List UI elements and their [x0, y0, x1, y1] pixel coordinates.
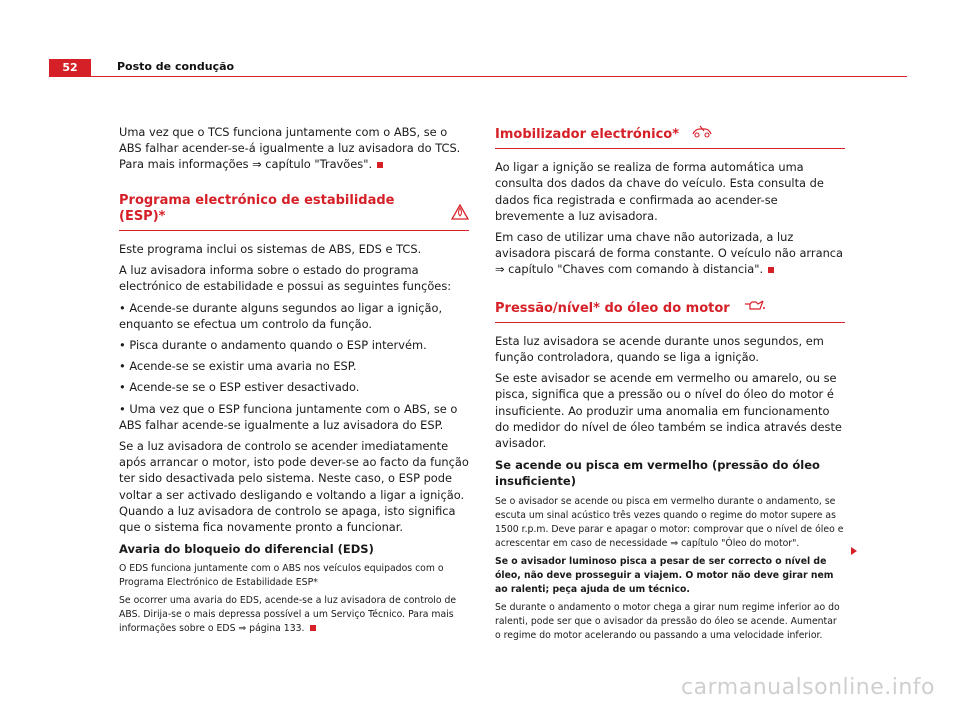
- immobilizer-heading-text: Imobilizador electrónico*: [495, 127, 679, 142]
- oil-subheading: Se acende ou pisca em vermelho (pressão do óleo insuficiente): [495, 458, 820, 489]
- end-marker: [768, 267, 774, 273]
- eds-subheading: Avaria do bloqueio do diferencial (EDS): [119, 542, 374, 557]
- warning-triangle-icon: [451, 204, 469, 225]
- page-number: 52: [49, 59, 91, 76]
- car-key-icon: [691, 124, 713, 143]
- oil-paragraph: Esta luz avisadora se acende durante unos segundos, em função controladora, quando se liga a ignição.: [495, 333, 824, 365]
- page-title: Posto de condução: [117, 60, 235, 73]
- oil-detail-paragraph: Se durante o andamento o motor chega a girar num regime inferior ao do ralenti, pode ser que o avisador da pressão do óleo se acende. Aumentar o regime do motor acelerando ou passando a uma velocidade inferior.: [495, 601, 840, 641]
- oil-detail-paragraph: Se o avisador se acende ou pisca em vermelho durante o andamento, se escuta um sinal acústico três vezes quando o regime do motor supere as 1500 r.p.m. Deve parar e apagar o motor: comprovar que o nível de óleo e acrescentar em caso de necessidade ⇒ capítulo "Óleo do motor".: [495, 495, 844, 549]
- esp-bullet: • Uma vez que o ESP funciona juntamente com o ABS, se o ABS falhar acende-se igualmente a luz avisadora do ESP.: [119, 401, 458, 432]
- tcs-intro-paragraph: Uma vez que o TCS funciona juntamente com o ABS, se o ABS falhar acender-se-á igualmente a luz avisadora do TCS. Para mais informações ⇒ capítulo "Travões".: [119, 125, 461, 172]
- immobilizer-paragraph: Ao ligar a ignição se realiza de forma automática uma consulta dos dados da chave do veículo. Esta consulta de dados fica registrada e confirmada ao acender-se brevemente a luz avisadora.: [495, 160, 824, 223]
- oil-can-icon: [742, 298, 766, 317]
- left-column: [119, 124, 469, 640]
- esp-paragraph: Se a luz avisadora de controlo se acender imediatamente após arrancar o motor, isto pode dever-se ao facto da função ter sido desactivada pelo sistema. Neste caso, o ESP pode voltar a ser activado desligando e voltando a ligar a ignição. Quando a luz avisadora de controlo se apaga, isto significa que o sistema fica novamente pronto a funcionar.: [119, 439, 469, 535]
- esp-bullet: • Pisca durante o andamento quando o ESP intervém.: [119, 338, 427, 353]
- watermark: carmanualsonline.info: [681, 675, 935, 700]
- right-column: [495, 124, 845, 647]
- esp-heading-text: Programa electrónico de estabilidade (ESP)*: [119, 192, 395, 224]
- continue-arrow-icon: [851, 547, 857, 555]
- header-divider: [49, 76, 907, 77]
- oil-heading-text: Pressão/nível* do óleo do motor: [495, 300, 730, 316]
- immobilizer-paragraph: Em caso de utilizar uma chave não autorizada, a luz avisadora piscará de forma constante. O veículo não arranca ⇒ capítulo "Chaves com comando à distancia".: [495, 230, 844, 277]
- oil-paragraph: Se este avisador se acende em vermelho ou amarelo, ou se pisca, significa que a pressão ou o nível do óleo do motor é insuficiente. Ao produzir uma anomalia em funcionamento do medidor do nível de óleo também se indica através deste avisador.: [495, 371, 842, 451]
- esp-paragraph: Este programa inclui os sistemas de ABS, EDS e TCS.: [119, 242, 422, 257]
- esp-bullet: • Acende-se se existir uma avaria no ESP.: [119, 359, 357, 374]
- esp-paragraph: A luz avisadora informa sobre o estado do programa electrónico de estabilidade e possui as seguintes funções:: [119, 263, 452, 294]
- esp-bullet: • Acende-se durante alguns segundos ao ligar a ignição, enquanto se efectua um controlo da função.: [119, 300, 443, 331]
- eds-paragraph: O EDS funciona juntamente com o ABS nos veículos equipados com o Programa Electrónico de Estabilidade ESP*: [119, 563, 444, 589]
- end-marker: [377, 162, 383, 168]
- esp-bullet: • Acende-se se o ESP estiver desactivado.: [119, 380, 360, 395]
- eds-paragraph: Se ocorrer uma avaria do EDS, acende-se a luz avisadora de controlo de ABS. Dirija-se o mais depressa possível a um Serviço Técnico. Para mais informações sobre o EDS ⇒ página 133.: [119, 595, 457, 635]
- oil-section-heading: [495, 298, 845, 323]
- esp-section-heading: [119, 193, 469, 231]
- oil-warning-paragraph: Se o avisador luminoso pisca a pesar de ser correcto o nível de óleo, não deve prosseguir a viajem. O motor não deve girar nem ao ralenti; peça ajuda de um técnico.: [495, 555, 834, 595]
- end-marker: [310, 625, 316, 631]
- immobilizer-section-heading: [495, 124, 845, 149]
